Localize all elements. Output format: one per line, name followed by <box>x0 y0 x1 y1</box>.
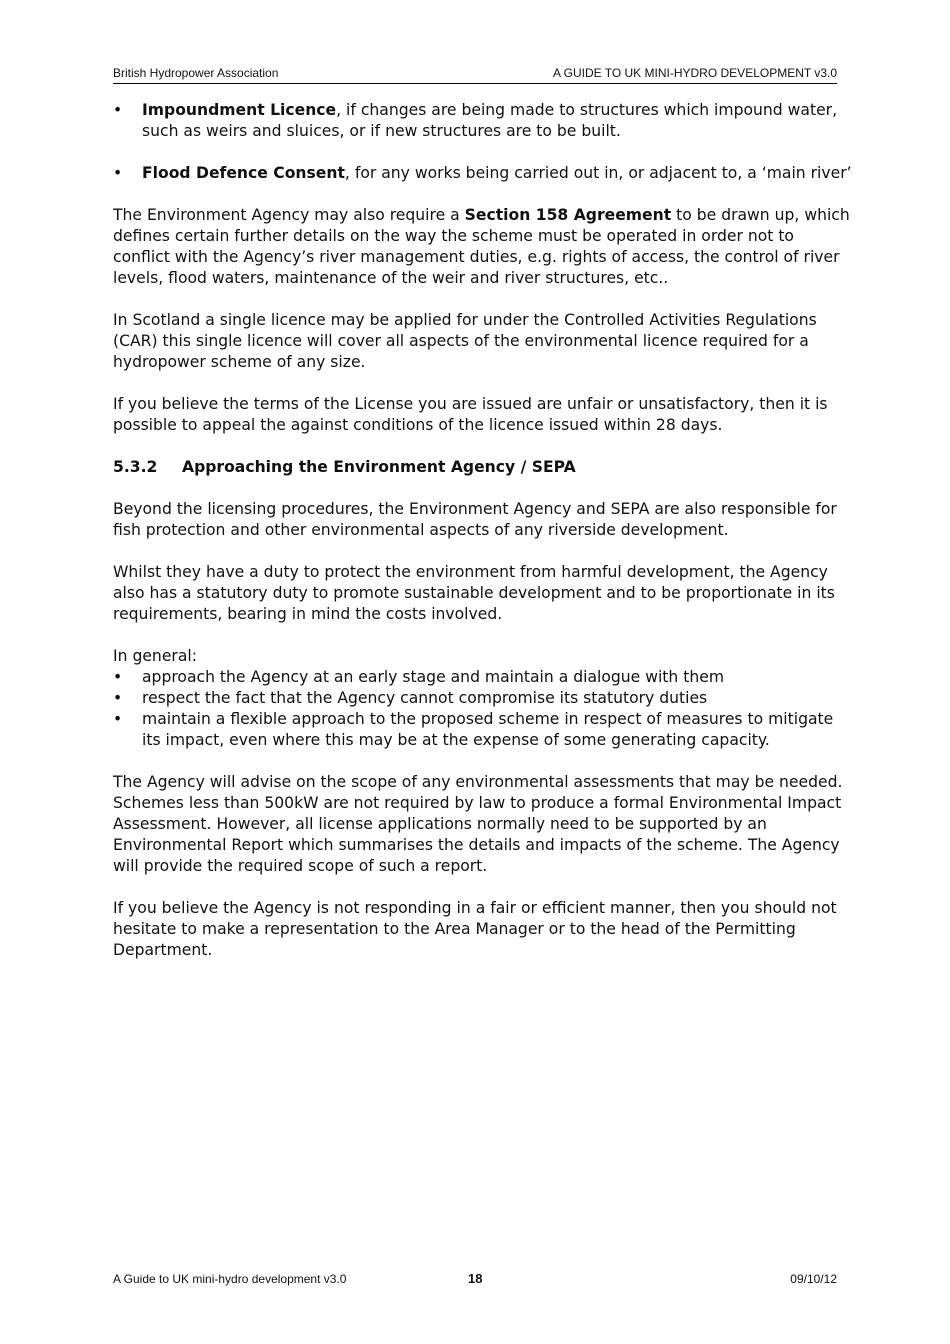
page-header <box>113 66 837 84</box>
bullet-icon: • <box>113 668 123 686</box>
footer-date: 09/10/12 <box>790 1272 837 1286</box>
bullet-text: , if changes are being made to structures which impound water, such as weirs and sluices, or if new structures are to be built. <box>142 101 838 140</box>
bullet-text: , for any works being carried out in, or adjacent to, a ‘main river’ <box>344 164 852 182</box>
list-item: • maintain a flexible approach to the proposed scheme in respect of measures to mitigate its impact, even where this may be at the expense of some generating capacity. <box>113 710 834 749</box>
bullet-bold-term: Impoundment Licence <box>142 101 337 119</box>
section-158-term: Section 158 Agreement <box>464 206 672 224</box>
paragraph-duty: Whilst they have a duty to protect the environment from harmful development, the Agency also has a statutory duty to promote sustainable development and to be proportionate in its requirements, bearing in mind the costs involved. <box>113 563 835 623</box>
header-organization: British Hydropower Association <box>113 66 279 80</box>
paragraph-appeal: If you believe the terms of the License you are issued are unfair or unsatisfactory, then it is possible to appeal the against conditions of the licence issued within 28 days. <box>113 395 828 434</box>
section-title: Approaching the Environment Agency / SEPA <box>182 458 576 476</box>
page-content <box>113 100 853 982</box>
section-number: 5.3.2 <box>113 458 158 476</box>
page-number: 18 <box>468 1271 483 1286</box>
bullet-bold-term: Flood Defence Consent <box>142 164 345 182</box>
list-item: • approach the Agency at an early stage and maintain a dialogue with them <box>113 668 725 686</box>
paragraph-representation: If you believe the Agency is not responding in a fair or efficient manner, then you should not hesitate to make a representation to the Area Manager or to the head of the Permitting Department. <box>113 899 837 959</box>
paragraph-scotland: In Scotland a single licence may be applied for under the Controlled Activities Regulations (CAR) this single licence will cover all aspects of the environmental licence required for a hydropower scheme of any size. <box>113 311 817 371</box>
bullet-flood-defence-consent <box>113 163 853 184</box>
bullet-icon: • <box>113 164 123 182</box>
in-general-label: In general: <box>113 647 197 665</box>
paragraph-section-158: The Environment Agency may also require a Section 158 Agreement to be drawn up, which defines certain further details on the way the scheme must be operated in order not to conflict with the Agency’s river management duties, e.g. rights of access, the control of river levels, flood waters, maintenance of the weir and river structures, etc.. <box>113 206 850 287</box>
bullet-impoundment-licence <box>113 100 853 142</box>
paragraph-assessments: The Agency will advise on the scope of any environmental assessments that may be needed. Schemes less than 500kW are not required by law to produce a formal Environmental Impact Assessment. However, all license applications normally need to be supported by an Environmental Report which summarises the details and impacts of the scheme. The Agency will provide the required scope of such a report. <box>113 773 843 875</box>
section-heading <box>113 457 853 478</box>
bullet-icon: • <box>113 689 123 707</box>
footer-document-title: A Guide to UK mini-hydro development v3.0 <box>113 1272 347 1286</box>
paragraph-beyond-licensing: Beyond the licensing procedures, the Environment Agency and SEPA are also responsible for fish protection and other environmental aspects of any riverside development. <box>113 500 837 539</box>
general-list <box>113 646 853 751</box>
header-document-title: A GUIDE TO UK MINI-HYDRO DEVELOPMENT v3.0 <box>552 66 837 80</box>
bullet-icon: • <box>113 710 123 728</box>
list-item: • respect the fact that the Agency cannot compromise its statutory duties <box>113 689 708 707</box>
bullet-icon: • <box>113 101 123 119</box>
